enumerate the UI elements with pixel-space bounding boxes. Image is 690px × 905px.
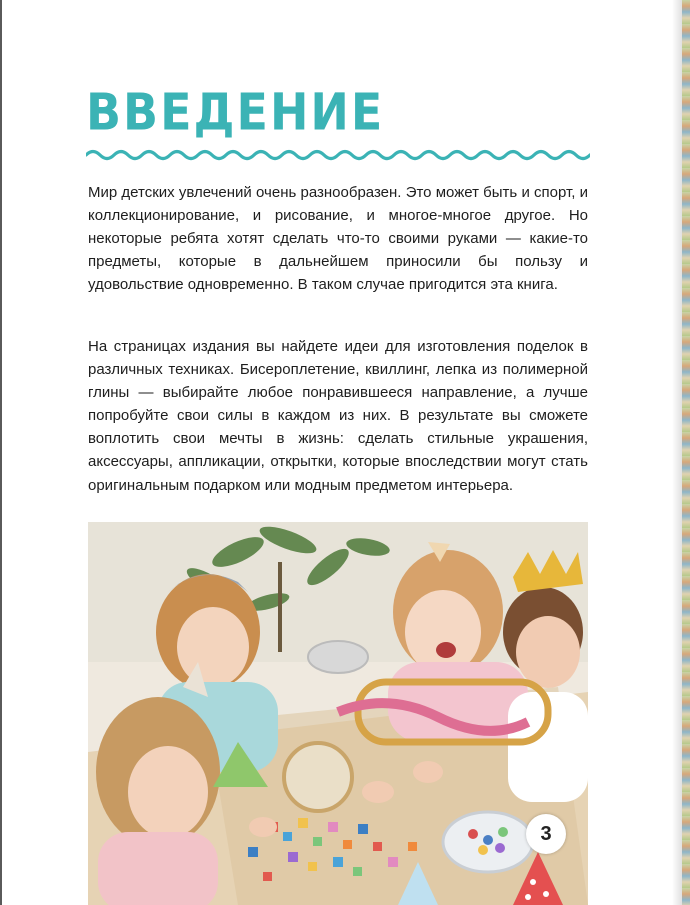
children-crafting-photo <box>88 522 588 905</box>
intro-paragraph-2: На страницах издания вы найдете идеи для изготовления поделок в различных техниках. Бисероплетение, квиллинг, лепка из полимерной глины — выбирайте любое понравившееся направление, а лучше попробуйте свои силы в каждом из них. В результате вы сможете воплотить свои мечты в жизнь: сделать стильные украшения, аксессуары, аппликации, открытки, которые впоследствии могут стать оригинальным подарком или модным предметом интерьера. <box>88 338 588 494</box>
intro-paragraph-1: Мир детских увлечений очень разнообразен. Это может быть и спорт, и коллекционирование, и рисование, и многое-многое другое. Но некоторые ребята хотят сделать что-то своими руками — какие-то предметы, которые в дальнейшем приносили бы пользу и удовольствие одновременно. В таком случае пригодится эта книга. <box>88 184 588 294</box>
page-title: ВВЕДЕНИЕ <box>86 82 385 142</box>
book-page <box>2 0 682 905</box>
book-spine-edge <box>682 0 690 905</box>
wave-divider <box>86 146 590 164</box>
page-number: 3 <box>526 814 566 854</box>
spine-shadow <box>672 0 682 905</box>
